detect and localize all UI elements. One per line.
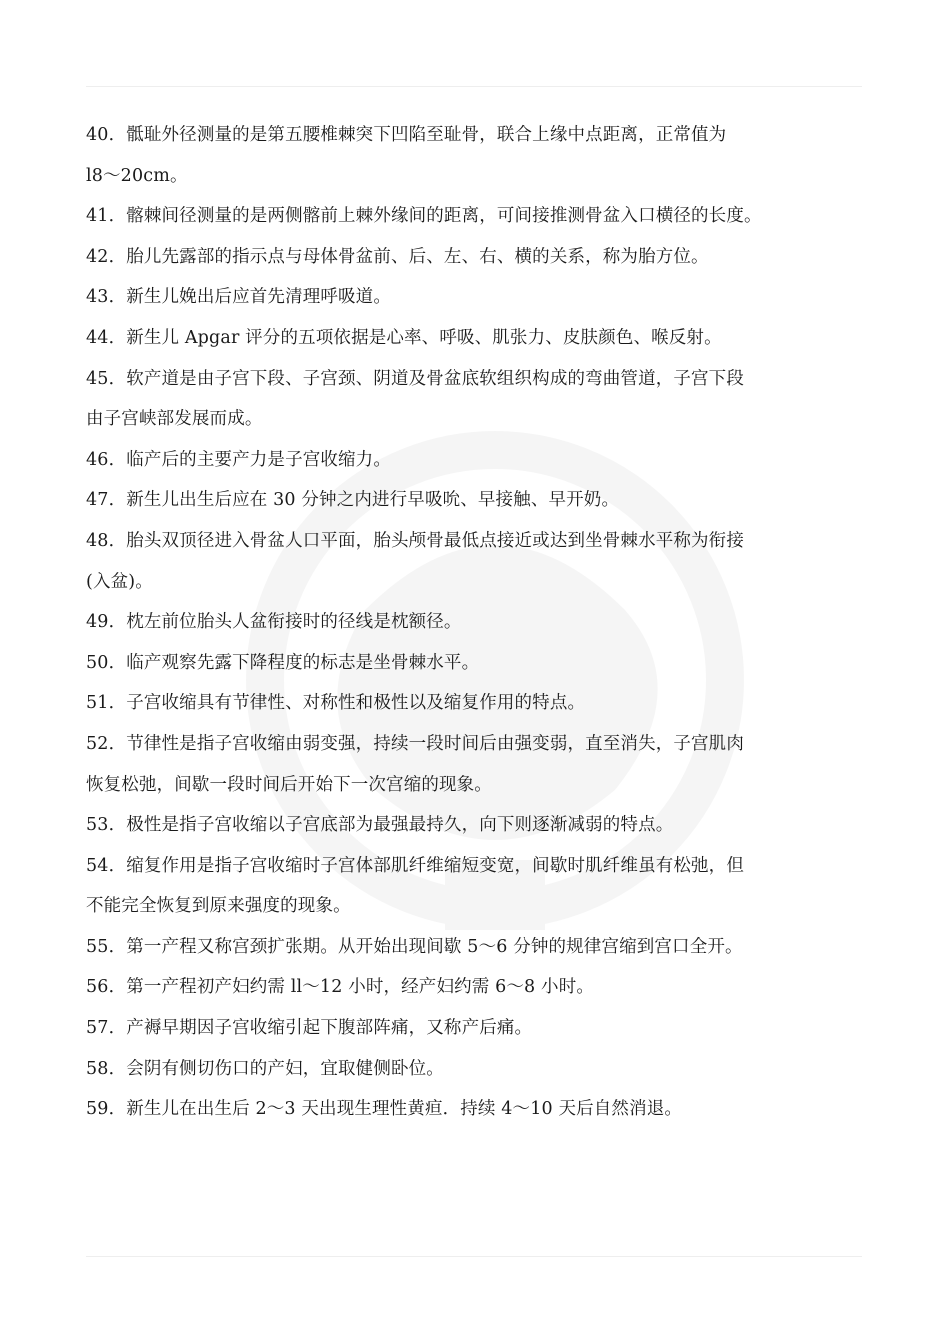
bottom-divider	[86, 1256, 862, 1257]
list-item: 56．第一产程初产妇约需 ll～12 小时，经产妇约需 6～8 小时。	[86, 977, 594, 998]
list-item: 40．骶耻外径测量的是第五腰椎棘突下凹陷至耻骨，联合上缘中点距离，正常值为	[86, 125, 727, 145]
top-divider	[86, 86, 862, 87]
list-item: 48．胎头双顶径进入骨盆人口平面，胎头颅骨最低点接近或达到坐骨棘水平称为衔接	[86, 530, 744, 551]
list-item: 54．缩复作用是指子宫收缩时子宫体部肌纤维缩短变宽，间歇时肌纤维虽有松弛，但	[86, 855, 744, 876]
list-item: 45．软产道是由子宫下段、子宫颈、阴道及骨盆底软组织构成的弯曲管道，子宫下段	[86, 368, 744, 389]
list-item: 58．会阴有侧切伤口的产妇，宜取健侧卧位。	[86, 1058, 444, 1079]
list-item: 50．临产观察先露下降程度的标志是坐骨棘水平。	[86, 652, 480, 673]
document-body	[86, 115, 886, 1130]
list-item: 42．胎儿先露部的指示点与母体骨盆前、后、左、右、横的关系，称为胎方位。	[86, 246, 709, 267]
list-item: 由子宫峡部发展而成。	[86, 409, 263, 430]
list-item: 53．极性是指子宫收缩以子宫底部为最强最持久，向下则逐渐减弱的特点。	[86, 815, 674, 836]
list-item: 55．第一产程又称宫颈扩张期。从开始出现间歇 5～6 分钟的规律宫缩到宫口全开。	[86, 936, 743, 957]
list-item: 44．新生儿 Apgar 评分的五项依据是心率、呼吸、肌张力、皮肤颜色、喉反射。	[86, 327, 722, 348]
list-item: l8～20cm。	[86, 165, 188, 186]
list-item: 43．新生儿娩出后应首先清理呼吸道。	[86, 287, 391, 308]
list-item: 恢复松弛，间歇一段时间后开始下一次宫缩的现象。	[86, 774, 492, 795]
list-item: 不能完全恢复到原来强度的现象。	[86, 896, 351, 917]
list-item: 52．节律性是指子宫收缩由弱变强，持续一段时间后由强变弱，直至消失，子宫肌肉	[86, 733, 744, 754]
list-item: (入盆)。	[86, 571, 153, 592]
list-item: 59．新生儿在出生后 2～3 天出现生理性黄疸．持续 4～10 天后自然消退。	[86, 1099, 683, 1120]
list-item: 49．枕左前位胎头人盆衔接时的径线是枕额径。	[86, 612, 462, 633]
list-item: 41．髂棘间径测量的是两侧髂前上棘外缘间的距离，可间接推测骨盆入口横径的长度。	[86, 206, 762, 227]
list-item: 51．子宫收缩具有节律性、对称性和极性以及缩复作用的特点。	[86, 693, 586, 714]
list-item: 57．产褥早期因子宫收缩引起下腹部阵痛，又称产后痛。	[86, 1018, 533, 1039]
list-item: 47．新生儿出生后应在 30 分钟之内进行早吸吮、早接触、早开奶。	[86, 490, 620, 511]
list-item: 46．临产后的主要产力是子宫收缩力。	[86, 449, 391, 470]
